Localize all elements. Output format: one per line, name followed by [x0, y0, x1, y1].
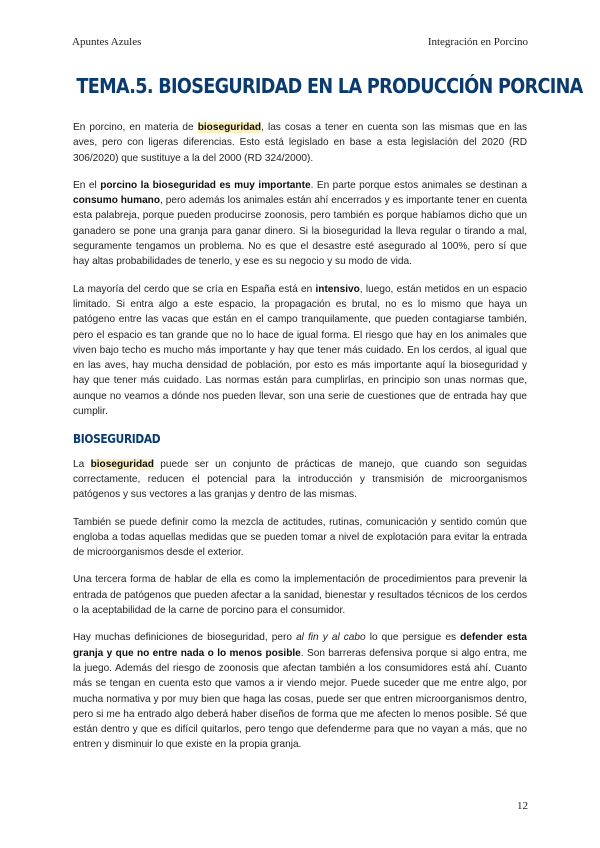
bold-text: porcino la bioseguridad es muy importante — [100, 179, 311, 191]
text: puede ser un conjunto de prácticas de manejo, que cuando son seguidas correctamente, reducen el potencial para la introducción y transmisión de microorganismos patógenos y sus vectores a las granjas y dentro de las mismas. — [73, 458, 527, 501]
section-heading: BIOSEGURIDAD — [73, 431, 161, 447]
text: , las cosas a tener en cuenta son las mismas que en las aves, pero con ligeras diferencias. Esto está legislado en base a esta legislación del 2020 (RD 306/2020) que sustituye a la del 2000 (RD 324/2000). — [73, 122, 528, 164]
paragraph-6: Una tercera forma de hablar de ella es como la implementación de procedimientos para prevenir la entrada de patógenos que pueden afectar a la sanidad, bienestar y resultados técnicos de los cerdos o la aceptabilidad de la carne de porcino para el consumidor. — [73, 574, 527, 617]
header-left: Apuntes Azules — [72, 36, 142, 48]
text: La mayoría del cerdo que se cría en España está en — [73, 283, 316, 295]
italic-text: al fin y al cabo — [296, 632, 366, 644]
highlight: bioseguridad — [90, 458, 154, 470]
paragraph-1 — [73, 120, 527, 166]
text: Hay muchas definiciones de bioseguridad, pero — [73, 632, 297, 644]
text: , luego, están metidos en un espacio limitado. Si entra algo a este espacio, la propagación es brutal, no es lo mismo que haya un patógeno entre las vacas que están en el campo tranquilamente, que pueden contagiarse también, pero el espacio es tan grande que no lo hace de igual forma. El riesgo que hay en los animales que viven bajo techo es mucho más importante y hay que tener más cuidado. En los cerdos, al igual que en las aves, hay mucha densidad de población, por esto es más importante aquí la bioseguridad y hay que tener más cuidado. Las normas están para cumplirlas, en principio son unas normas que, aunque no veamos a dónde nos pueden llevar, son una serie de cuestiones que de entrada hay que cumplir. — [73, 283, 527, 418]
text: lo que persigue es — [365, 632, 461, 644]
bold-text: defender esta granja y que no entre nada o lo menos posible — [73, 632, 527, 659]
paragraph-5: También se puede definir como la mezcla de actitudes, rutinas, comunicación y sentido común que engloba a todas aquellas medidas que se pueden tomar a nivel de explotación para evitar la entrada de microorganismos desde el exterior. — [73, 516, 527, 559]
page-header — [72, 36, 528, 48]
text: . Son barreras defensiva porque si algo entra, me la juego. Además del riesgo de zoonosis que afectan también a los consumidores está ahí. Cuanto más se tengan en cuenta esto que vamos a ir viendo mejor. Puede suceder que me entre algo, por mucha normativa y por muy bien que haga las cosas, puede ser que entren microorganismos dentro, pero si me ha entrado algo deberá haber diseños de forma que me afecten lo menos posible. Sé que están dentro y que es difícil quitarlos, pero tengo que defenderme para que no vayan a más, que no entren y disminuir lo que existe en la propia granja. — [73, 647, 527, 751]
document-body — [73, 120, 527, 765]
page-number: 12 — [517, 800, 528, 812]
text: La — [73, 458, 91, 470]
paragraph-7 — [73, 630, 527, 752]
text: En el — [73, 179, 101, 191]
text: , pero además los animales están ahí encerrados y es importante tener en cuenta esta palabreja, porque pueden producirse zoonosis, pero también es porque habíamos dicho que un ganadero se pone una granja para ganar dinero. Si la bioseguridad la lleva regular o tirando a mal, seguramente tengamos un problema. No es que el desastre esté asegurado al 100%, pero sí que hay altas probabilidades de tenerlo, y ese es su negocio y su modo de vida. — [73, 195, 527, 268]
paragraph-4 — [73, 457, 527, 503]
highlight: bioseguridad — [197, 122, 262, 133]
bold-text: consumo humano — [73, 195, 161, 207]
page-title: TEMA.5. BIOSEGURIDAD EN LA PRODUCCIÓN PORCINA — [76, 74, 583, 98]
bold-text: intensivo — [315, 283, 360, 295]
paragraph-2 — [73, 178, 527, 270]
text: En porcino, en materia de — [73, 122, 198, 133]
text: . En parte porque estos animales se destinan a — [310, 179, 527, 191]
paragraph-3 — [73, 282, 527, 420]
header-right: Integración en Porcino — [427, 36, 528, 48]
